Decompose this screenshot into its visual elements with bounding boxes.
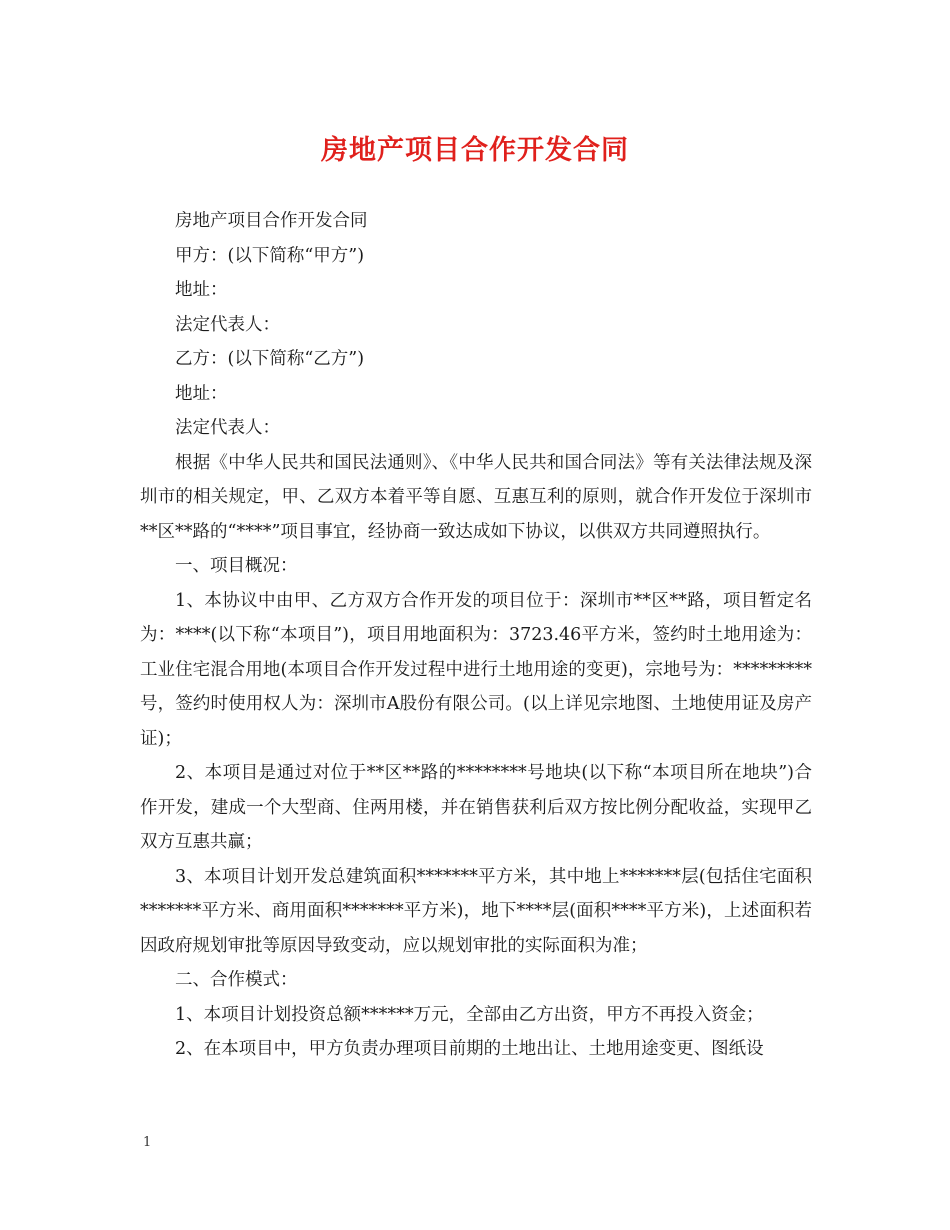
document-title: 房地产项目合作开发合同: [321, 135, 629, 166]
paragraph: 1、本协议中由甲、乙方双方合作开发的项目位于：深圳市**区**路，项目暂定名为：****(以下称“本项目”)，项目用地面积为：3723.46平方米，签约时土地用途为：工业住宅混合用地(本项目合作开发过程中进行土地用途的变更)，宗地号为：*********号，签约时使用权人为：深圳市A股份有限公司。(以上详见宗地图、土地使用证及房产证)；: [140, 590, 812, 749]
paragraph: 乙方：(以下简称“乙方”): [175, 349, 365, 369]
section-heading: 二、合作模式：: [175, 970, 298, 990]
paragraph: 2、在本项目中，甲方负责办理项目前期的土地出让、土地用途变更、图纸设: [175, 1039, 764, 1059]
paragraph: 房地产项目合作开发合同: [175, 211, 368, 231]
paragraph: 甲方：(以下简称“甲方”): [175, 245, 365, 266]
paragraph: 3、本项目计划开发总建筑面积*******平方米，其中地上*******层(包括住宅面积*******平方米、商用面积*******平方米)，地下****层(面积****平方米)，上述面积若因政府规划审批等原因导致变动，应以规划审批的实际面积为准；: [140, 866, 812, 956]
paragraph: 法定代表人：: [175, 418, 280, 438]
paragraph: 法定代表人：: [175, 314, 280, 335]
paragraph: 1、本项目计划投资总额******万元，全部由乙方出资，甲方不再投入资金；: [175, 1004, 764, 1025]
paragraph: 根据《中华人民共和国民法通则》、《中华人民共和国合同法》等有关法律法规及深圳市的相关规定，甲、乙双方本着平等自愿、互惠互利的原则，就合作开发位于深圳市**区**路的“****”项目事宜，经协商一致达成如下协议，以供双方共同遵照执行。: [140, 452, 812, 542]
paragraph: 2、本项目是通过对位于**区**路的********号地块(以下称“本项目所在地块”)合作开发，建成一个大型商、住两用楼，并在销售获利后双方按比例分配收益，实现甲乙双方互惠共赢；: [140, 763, 812, 852]
paragraph: 地址：: [175, 280, 228, 300]
document-body: [140, 204, 812, 1067]
section-heading: 一、项目概况：: [175, 556, 298, 576]
paragraph: 地址：: [175, 383, 228, 404]
page-number: 1: [143, 1135, 152, 1150]
